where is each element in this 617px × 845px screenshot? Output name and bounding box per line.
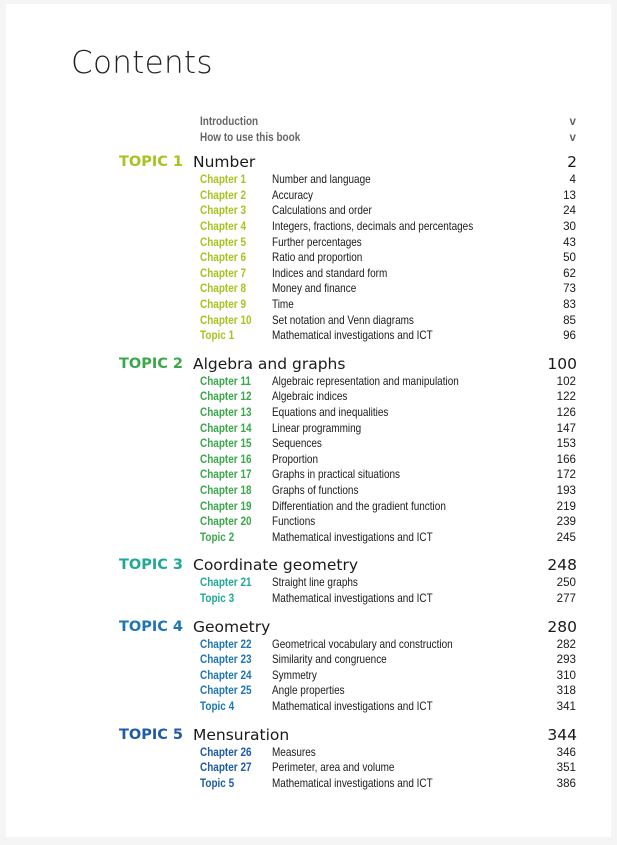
entry-label: Chapter 2 <box>200 188 246 202</box>
entry-label: Chapter 18 <box>200 484 252 497</box>
topic-heading-1[interactable] <box>6 152 611 172</box>
entry-page-number: 318 <box>556 684 576 698</box>
entry-label: Topic 2 <box>200 530 235 544</box>
topic-page-number: 2 <box>567 153 577 172</box>
topic-title: Algebra and graphs <box>193 354 346 373</box>
topic-title: Geometry <box>193 617 271 636</box>
entry-page-number: 172 <box>556 468 576 482</box>
topic-title: Number <box>193 153 256 172</box>
entry-label: Chapter 16 <box>200 452 252 466</box>
entry-label: Chapter 26 <box>200 745 252 759</box>
toc-entry[interactable] <box>6 173 611 187</box>
intro-entry-page: v <box>569 130 576 144</box>
entry-label: Chapter 5 <box>200 235 246 249</box>
entry-page-number: 43 <box>563 235 576 249</box>
toc-entry[interactable] <box>6 684 611 698</box>
entry-page-number: 153 <box>556 437 576 451</box>
toc-entry[interactable] <box>6 515 611 529</box>
page <box>6 4 611 837</box>
entry-page-number: 277 <box>556 592 576 605</box>
entry-label: Chapter 14 <box>200 421 252 435</box>
topic-page-number: 280 <box>547 617 577 636</box>
entry-title: Ratio and proportion <box>272 251 363 265</box>
entry-page-number: 13 <box>563 188 576 202</box>
toc-entry[interactable] <box>6 761 611 775</box>
toc-entry[interactable] <box>6 251 611 265</box>
entry-page-number: 147 <box>556 421 576 435</box>
entry-label: Chapter 15 <box>200 437 252 451</box>
page-title: Contents <box>71 45 213 81</box>
topic-heading-2[interactable] <box>6 354 611 374</box>
entry-title: Money and finance <box>272 282 357 296</box>
topic-label: TOPIC 5 <box>119 726 184 743</box>
entry-page-number: 73 <box>563 282 576 296</box>
entry-title: Time <box>272 298 294 311</box>
entry-label: Topic 5 <box>200 776 235 790</box>
entry-title: Perimeter, area and volume <box>272 761 395 775</box>
entry-label: Topic 1 <box>200 329 235 343</box>
entry-title: Accuracy <box>272 188 314 202</box>
entry-page-number: 102 <box>556 374 576 388</box>
entry-title: Measures <box>272 745 316 759</box>
topic-page-number: 100 <box>547 354 577 373</box>
entry-page-number: 122 <box>556 390 576 404</box>
toc-entry[interactable] <box>6 437 611 451</box>
entry-page-number: 239 <box>556 515 576 529</box>
intro-entry-title: Introduction <box>200 115 259 128</box>
entry-title: Differentiation and the gradient function <box>272 499 446 513</box>
entry-title: Set notation and Venn diagrams <box>272 313 414 327</box>
toc-entry[interactable] <box>6 375 611 389</box>
entry-title: Angle properties <box>272 684 345 698</box>
toc-entry[interactable] <box>6 500 611 514</box>
toc-entry[interactable] <box>6 453 611 467</box>
entry-title: Mathematical investigations and ICT <box>272 700 433 713</box>
topic-title: Mensuration <box>193 725 290 744</box>
entry-label: Chapter 21 <box>200 576 252 590</box>
entry-page-number: 386 <box>556 776 576 790</box>
toc-entry[interactable] <box>6 236 611 250</box>
toc-entry[interactable] <box>6 422 611 436</box>
entry-label: Chapter 4 <box>200 220 246 233</box>
entry-label: Chapter 8 <box>200 282 246 296</box>
entry-label: Chapter 17 <box>200 468 252 482</box>
entry-title: Graphs of functions <box>272 484 359 497</box>
entry-title: Linear programming <box>272 421 362 435</box>
toc-entry[interactable] <box>6 592 611 606</box>
entry-label: Chapter 6 <box>200 251 246 265</box>
entry-title: Graphs in practical situations <box>272 468 401 482</box>
topic-label: TOPIC 3 <box>119 557 184 574</box>
entry-page-number: 341 <box>556 700 576 713</box>
entry-label: Chapter 9 <box>200 298 246 311</box>
entry-title: Mathematical investigations and ICT <box>272 776 433 790</box>
topic-label: TOPIC 1 <box>119 154 184 171</box>
entry-page-number: 351 <box>556 761 576 775</box>
toc-entry[interactable] <box>6 390 611 404</box>
entry-page-number: 245 <box>556 530 576 544</box>
entry-title: Mathematical investigations and ICT <box>272 530 433 544</box>
topic-page-number: 248 <box>547 556 577 575</box>
topic-title: Coordinate geometry <box>193 556 359 575</box>
entry-page-number: 30 <box>563 220 576 233</box>
topic-label: TOPIC 2 <box>119 355 184 372</box>
topic-heading-5[interactable] <box>6 725 611 745</box>
toc-entry[interactable] <box>6 468 611 482</box>
intro-entry-title: How to use this book <box>200 130 301 144</box>
entry-page-number: 62 <box>563 266 576 280</box>
entry-label: Chapter 3 <box>200 204 246 218</box>
toc-entry[interactable] <box>6 746 611 760</box>
toc-entry[interactable] <box>6 282 611 296</box>
entry-label: Chapter 25 <box>200 684 252 698</box>
entry-label: Chapter 1 <box>200 173 246 187</box>
intro-entry-page: v <box>569 115 576 128</box>
entry-label: Chapter 7 <box>200 266 246 280</box>
entry-title: Algebraic indices <box>272 390 348 404</box>
entry-page-number: 83 <box>563 298 576 311</box>
topic-heading-3[interactable] <box>6 555 611 575</box>
entry-label: Chapter 22 <box>200 637 252 651</box>
toc-entry[interactable] <box>6 406 611 420</box>
intro-entry[interactable] <box>6 115 611 129</box>
entry-title: Proportion <box>272 452 319 466</box>
entry-title: Straight line graphs <box>272 576 358 590</box>
entry-title: Indices and standard form <box>272 266 388 280</box>
entry-label: Topic 4 <box>200 700 235 713</box>
entry-page-number: 50 <box>563 251 576 265</box>
entry-page-number: 166 <box>556 452 576 466</box>
entry-page-number: 96 <box>563 329 576 343</box>
entry-label: Chapter 11 <box>200 374 251 388</box>
entry-title: Integers, fractions, decimals and percentages <box>272 220 474 233</box>
entry-page-number: 4 <box>569 173 576 187</box>
entry-page-number: 126 <box>556 406 576 419</box>
entry-page-number: 250 <box>556 576 576 590</box>
toc-entry[interactable] <box>6 669 611 683</box>
entry-label: Chapter 23 <box>200 653 252 667</box>
entry-title: Further percentages <box>272 235 362 249</box>
entry-title: Number and language <box>272 173 371 187</box>
entry-label: Chapter 24 <box>200 668 252 682</box>
toc-entry[interactable] <box>6 638 611 652</box>
toc-entry[interactable] <box>6 220 611 234</box>
entry-label: Chapter 27 <box>200 761 252 775</box>
entry-title: Mathematical investigations and ICT <box>272 592 433 605</box>
toc-entry[interactable] <box>6 204 611 218</box>
topic-page-number: 344 <box>547 725 577 744</box>
entry-page-number: 85 <box>563 313 576 327</box>
toc-entry[interactable] <box>6 700 611 714</box>
entry-label: Chapter 12 <box>200 390 252 404</box>
entry-title: Functions <box>272 515 316 529</box>
toc-entry[interactable] <box>6 189 611 203</box>
entry-title: Similarity and congruence <box>272 653 387 667</box>
entry-page-number: 193 <box>556 484 576 497</box>
toc-entry[interactable] <box>6 329 611 343</box>
entry-title: Geometrical vocabulary and construction <box>272 637 453 651</box>
entry-page-number: 282 <box>556 637 576 651</box>
entry-title: Equations and inequalities <box>272 406 389 419</box>
toc-entry[interactable] <box>6 298 611 312</box>
toc-entry[interactable] <box>6 314 611 328</box>
entry-title: Calculations and order <box>272 204 372 218</box>
entry-title: Mathematical investigations and ICT <box>272 329 433 343</box>
entry-label: Chapter 19 <box>200 499 252 513</box>
intro-entry[interactable] <box>6 131 611 145</box>
entry-title: Sequences <box>272 437 322 451</box>
toc-entry[interactable] <box>6 777 611 791</box>
entry-page-number: 219 <box>556 499 576 513</box>
toc-entry[interactable] <box>6 484 611 498</box>
toc-entry[interactable] <box>6 531 611 545</box>
entry-label: Chapter 13 <box>200 406 252 419</box>
topic-label: TOPIC 4 <box>119 618 184 635</box>
entry-title: Algebraic representation and manipulation <box>272 374 459 388</box>
toc-entry[interactable] <box>6 267 611 281</box>
entry-label: Chapter 10 <box>200 313 252 327</box>
entry-label: Topic 3 <box>200 592 235 605</box>
entry-title: Symmetry <box>272 668 317 682</box>
entry-page-number: 293 <box>556 653 576 667</box>
entry-page-number: 346 <box>556 745 576 759</box>
topic-heading-4[interactable] <box>6 617 611 637</box>
toc-entry[interactable] <box>6 653 611 667</box>
toc-entry[interactable] <box>6 576 611 590</box>
entry-page-number: 310 <box>556 668 576 682</box>
entry-page-number: 24 <box>563 204 576 218</box>
entry-label: Chapter 20 <box>200 515 252 529</box>
